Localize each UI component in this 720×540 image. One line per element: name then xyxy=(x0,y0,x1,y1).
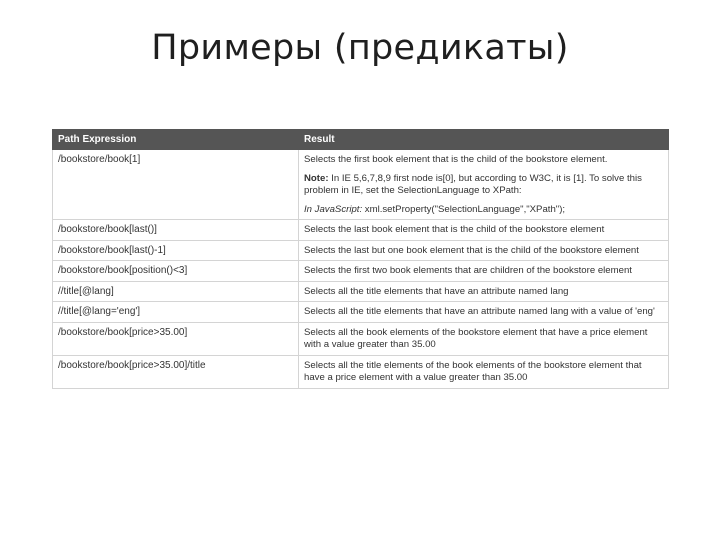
header-result: Result xyxy=(299,130,669,150)
header-path-expression: Path Expression xyxy=(53,130,299,150)
result-cell: Selects the last but one book element that is the child of the bookstore element xyxy=(299,240,669,261)
table-row xyxy=(53,355,669,388)
table-row xyxy=(53,220,669,241)
slide-title: Примеры (предикаты) xyxy=(151,28,569,68)
table-row xyxy=(53,302,669,323)
path-expression-cell: /bookstore/book[1] xyxy=(53,150,299,220)
note-paragraph xyxy=(304,173,663,198)
result-text: Selects the first book element that is the child of the bookstore element. xyxy=(304,154,608,165)
note-text: In IE 5,6,7,8,9 first node is[0], but according to W3C, it is [1]. To solve this problem in IE, set the SelectionLanguage to XPath: xyxy=(304,172,642,196)
path-expression-cell: //title[@lang] xyxy=(53,281,299,302)
javascript-paragraph xyxy=(304,204,663,217)
path-expression-cell: /bookstore/book[price>35.00]/title xyxy=(53,355,299,388)
xpath-predicates-table xyxy=(52,129,669,389)
result-cell: Selects all the book elements of the bookstore element that have a price element with a value greater than 35.00 xyxy=(299,322,669,355)
result-cell xyxy=(299,150,669,220)
javascript-code: xml.setProperty("SelectionLanguage","XPath"); xyxy=(362,203,566,215)
result-cell: Selects the last book element that is the child of the bookstore element xyxy=(299,220,669,241)
path-expression-cell: /bookstore/book[last()-1] xyxy=(53,240,299,261)
javascript-label: In JavaScript: xyxy=(304,203,363,215)
result-cell: Selects all the title elements that have an attribute named lang with a value of 'eng' xyxy=(299,302,669,323)
table-row xyxy=(53,281,669,302)
path-expression-cell: //title[@lang='eng'] xyxy=(53,302,299,323)
table-row xyxy=(53,240,669,261)
path-expression-cell: /bookstore/book[price>35.00] xyxy=(53,322,299,355)
result-cell: Selects all the title elements that have an attribute named lang xyxy=(299,281,669,302)
table-row xyxy=(53,261,669,282)
table-row xyxy=(53,322,669,355)
note-label: Note: xyxy=(304,172,329,184)
path-expression-cell: /bookstore/book[last()] xyxy=(53,220,299,241)
result-cell: Selects the first two book elements that are children of the bookstore element xyxy=(299,261,669,282)
table-header-row xyxy=(53,130,669,150)
path-expression-cell: /bookstore/book[position()<3] xyxy=(53,261,299,282)
table-row xyxy=(53,150,669,220)
result-cell: Selects all the title elements of the book elements of the bookstore element that have a price element with a value greater than 35.00 xyxy=(299,355,669,388)
